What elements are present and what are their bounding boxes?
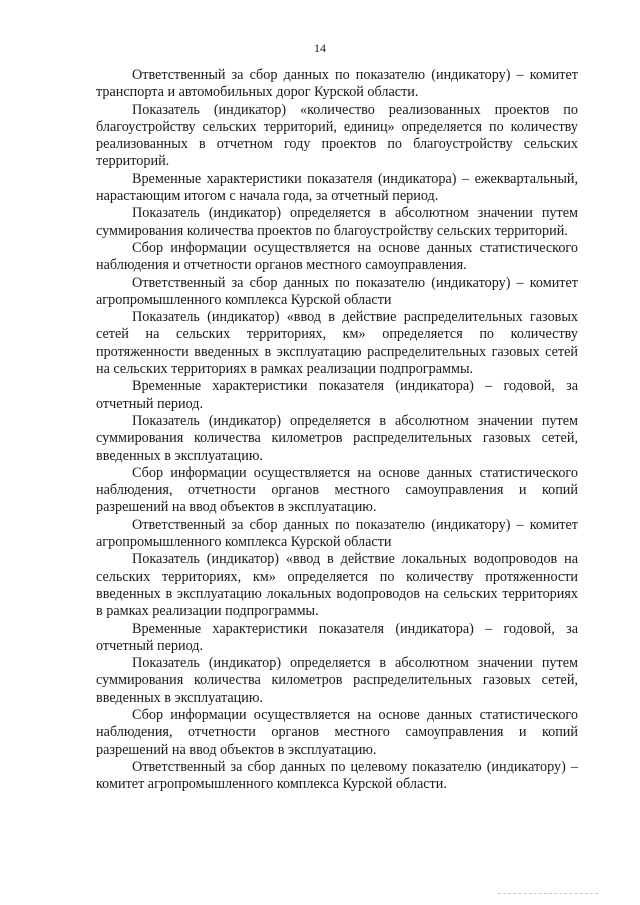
paragraph: Сбор информации осуществляется на основе данных статистического наблюдения и отчетности органов местного самоуправления. (96, 239, 578, 274)
paragraph: Показатель (индикатор) «ввод в действие локальных водопроводов на сельских территориях, км» определяется по количеству протяженности введенных в эксплуатацию локальных водопроводов на сельских территориях в рамках реализации подпрограммы. (96, 551, 578, 620)
paragraph: Временные характеристики показателя (индикатора) – годовой, за отчетный период. (96, 378, 578, 412)
body-text (96, 67, 578, 793)
paragraph: Показатель (индикатор) «количество реализованных проектов по благоустройству сельских территорий, единиц» определяется по количеству реализованных в отчетном году проектов по благоустройству сельских территорий. (96, 101, 578, 170)
paragraph: Временные характеристики показателя (индикатора) – ежеквартальный, нарастающим итогом с начала года, за отчетный период. (96, 170, 578, 205)
paragraph: Сбор информации осуществляется на основе данных статистического наблюдения, отчетности органов местного самоуправления и копий разрешений на ввод объектов в эксплуатацию. (96, 464, 578, 516)
paragraph: Показатель (индикатор) определяется в абсолютном значении путем суммирования количества километров распределительных газовых сетей, введенных в эксплуатацию. (96, 412, 578, 464)
page-number: 14 (314, 41, 326, 55)
paragraph: Ответственный за сбор данных по целевому показателю (индикатору) – комитет агропромышленного комплекса Курской области. (96, 758, 578, 793)
paragraph: Показатель (индикатор) «ввод в действие распределительных газовых сетей на сельских территориях, км» определяется по количеству протяженности введенных в эксплуатацию распределительных газовых сетей на сельских территориях в рамках реализации подпрограммы. (96, 309, 578, 378)
paragraph: Ответственный за сбор данных по показателю (индикатору) – комитет транспорта и автомобильных дорог Курской области. (96, 67, 578, 101)
paragraph: Временные характеристики показателя (индикатора) – годовой, за отчетный период. (96, 620, 578, 654)
scan-edge-mark (498, 893, 598, 894)
paragraph: Показатель (индикатор) определяется в абсолютном значении путем суммирования количества километров распределительных газовых сетей, введенных в эксплуатацию. (96, 655, 578, 706)
paragraph: Ответственный за сбор данных по показателю (индикатору) – комитет агропромышленного комплекса Курской области (96, 274, 578, 308)
paragraph: Показатель (индикатор) определяется в абсолютном значении путем суммирования количества проектов по благоустройству сельских территорий. (96, 205, 578, 239)
paragraph: Сбор информации осуществляется на основе данных статистического наблюдения, отчетности органов местного самоуправления и копий разрешений на ввод объектов в эксплуатацию. (96, 706, 578, 758)
paragraph: Ответственный за сбор данных по показателю (индикатору) – комитет агропромышленного комплекса Курской области (96, 516, 578, 551)
